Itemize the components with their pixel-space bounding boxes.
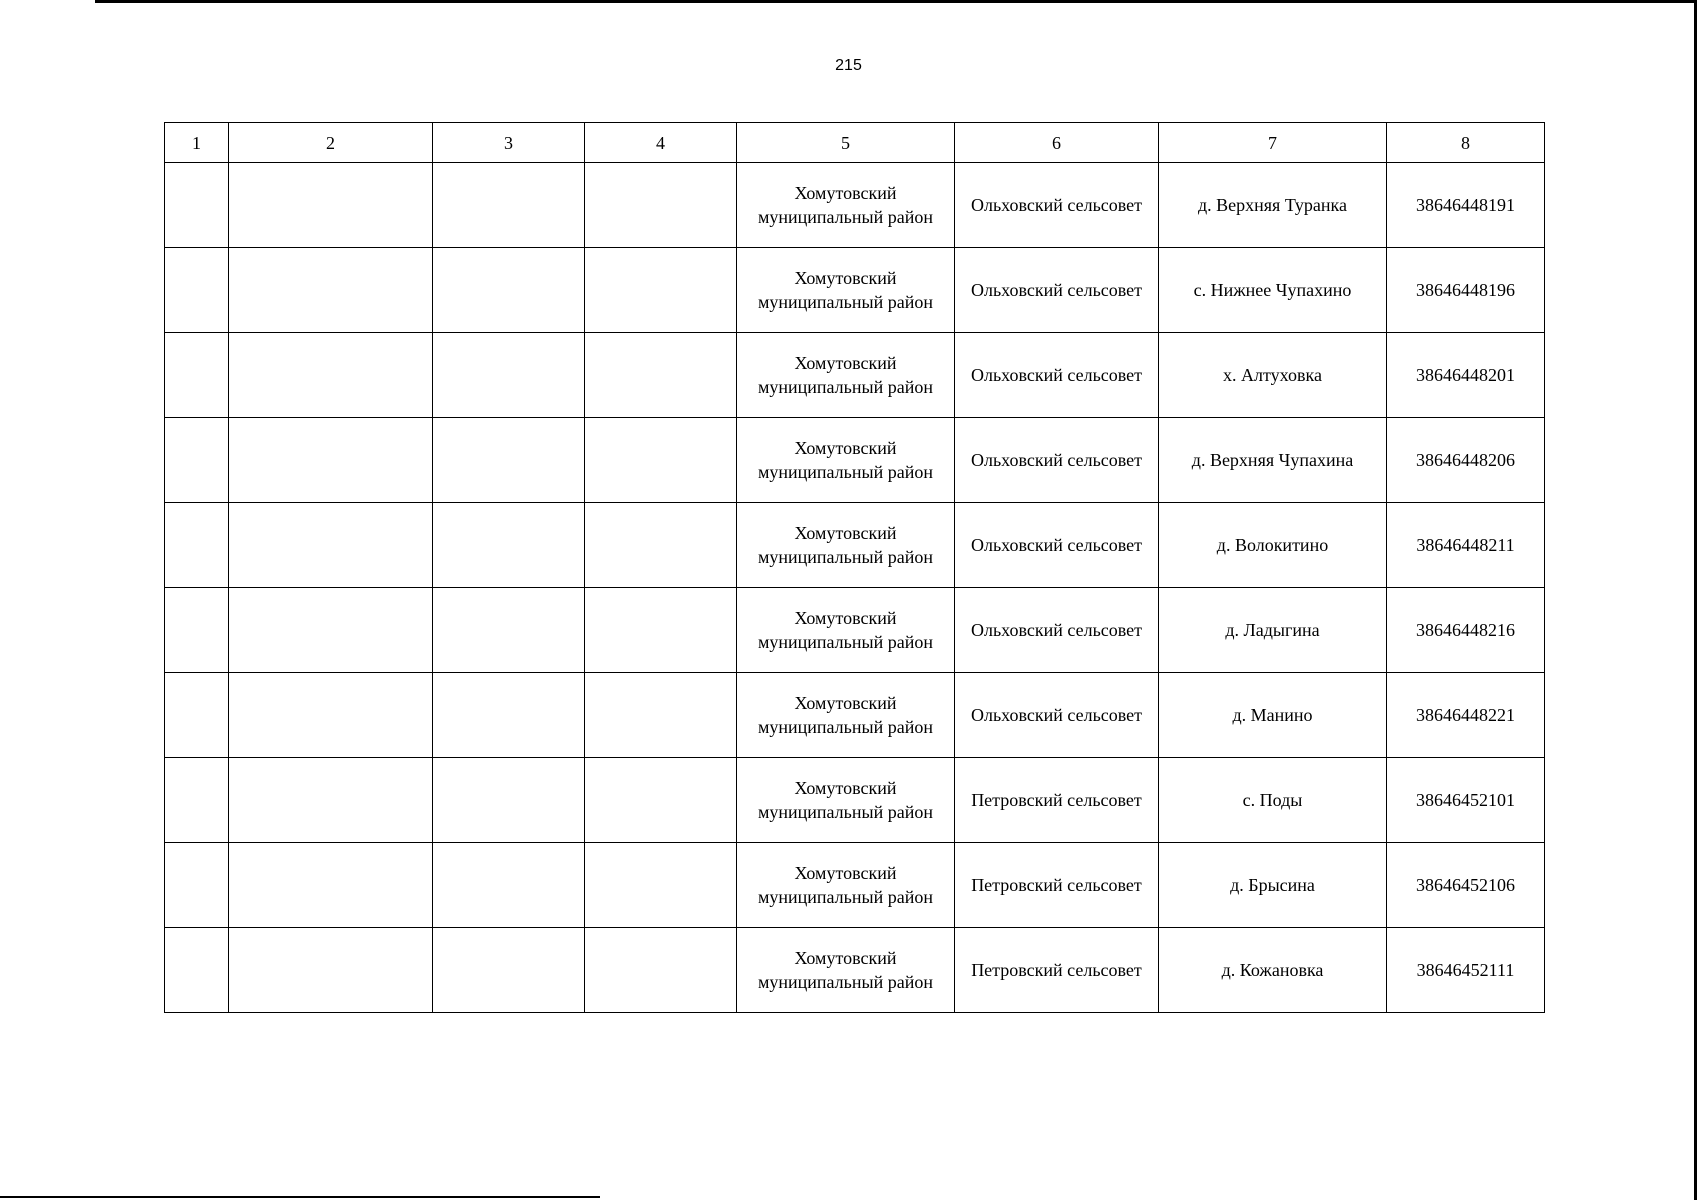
cell-municipal-district: [737, 248, 955, 333]
cell-col-3: [433, 418, 585, 503]
cell-col-1: [165, 503, 229, 588]
cell-municipal-district: [737, 588, 955, 673]
district-name: Хомутовский: [794, 523, 897, 543]
cell-col-3: [433, 333, 585, 418]
cell-col-2: [229, 843, 433, 928]
cell-col-3: [433, 673, 585, 758]
district-type: муниципальный район: [757, 207, 933, 227]
cell-village-council: Ольховский сельсовет: [955, 503, 1159, 588]
cell-settlement: х. Алтуховка: [1159, 333, 1387, 418]
district-type: муниципальный район: [757, 547, 933, 567]
column-header: 4: [585, 123, 737, 163]
district-name: Хомутовский: [794, 353, 897, 373]
cell-col-2: [229, 758, 433, 843]
cell-col-1: [165, 333, 229, 418]
registry-table: [164, 122, 1545, 1013]
district-type: муниципальный район: [757, 887, 933, 907]
cell-village-council: Петровский сельсовет: [955, 758, 1159, 843]
cell-oktmo-code: 38646448211: [1387, 503, 1545, 588]
district-name: Хомутовский: [794, 863, 897, 883]
cell-village-council: Ольховский сельсовет: [955, 248, 1159, 333]
cell-settlement: д. Ладыгина: [1159, 588, 1387, 673]
cell-col-4: [585, 588, 737, 673]
cell-village-council: Ольховский сельсовет: [955, 588, 1159, 673]
cell-oktmo-code: 38646448221: [1387, 673, 1545, 758]
district-name: Хомутовский: [794, 268, 897, 288]
cell-oktmo-code: 38646452111: [1387, 928, 1545, 1013]
table-row: [165, 163, 1545, 248]
cell-settlement: д. Верхняя Чупахина: [1159, 418, 1387, 503]
cell-settlement: д. Брысина: [1159, 843, 1387, 928]
cell-village-council: Петровский сельсовет: [955, 928, 1159, 1013]
cell-oktmo-code: 38646448191: [1387, 163, 1545, 248]
cell-oktmo-code: 38646448196: [1387, 248, 1545, 333]
district-type: муниципальный район: [757, 717, 933, 737]
cell-col-2: [229, 333, 433, 418]
column-header: 5: [737, 123, 955, 163]
cell-col-1: [165, 843, 229, 928]
cell-village-council: Петровский сельсовет: [955, 843, 1159, 928]
cell-oktmo-code: 38646452101: [1387, 758, 1545, 843]
cell-col-1: [165, 928, 229, 1013]
cell-col-3: [433, 758, 585, 843]
cell-oktmo-code: 38646448206: [1387, 418, 1545, 503]
district-type: муниципальный район: [757, 632, 933, 652]
cell-col-4: [585, 843, 737, 928]
page-number: 215: [835, 57, 862, 74]
cell-municipal-district: [737, 843, 955, 928]
district-type: муниципальный район: [757, 292, 933, 312]
table-row: [165, 928, 1545, 1013]
header-row: [165, 123, 1545, 163]
cell-col-4: [585, 928, 737, 1013]
cell-col-1: [165, 758, 229, 843]
cell-col-3: [433, 248, 585, 333]
cell-col-3: [433, 163, 585, 248]
cell-col-3: [433, 588, 585, 673]
cell-municipal-district: [737, 418, 955, 503]
cell-col-4: [585, 418, 737, 503]
table-row: [165, 503, 1545, 588]
district-name: Хомутовский: [794, 438, 897, 458]
cell-col-3: [433, 503, 585, 588]
cell-col-4: [585, 503, 737, 588]
cell-settlement: с. Нижнее Чупахино: [1159, 248, 1387, 333]
cell-village-council: Ольховский сельсовет: [955, 418, 1159, 503]
cell-col-4: [585, 758, 737, 843]
district-type: муниципальный район: [757, 462, 933, 482]
table-row: [165, 758, 1545, 843]
table-row: [165, 588, 1545, 673]
district-type: муниципальный район: [757, 802, 933, 822]
cell-col-4: [585, 163, 737, 248]
table-row: [165, 248, 1545, 333]
cell-col-2: [229, 248, 433, 333]
scan-border-bottom: [0, 1196, 600, 1198]
cell-col-1: [165, 163, 229, 248]
scan-border-top: [95, 0, 1697, 3]
cell-col-1: [165, 673, 229, 758]
column-header: 1: [165, 123, 229, 163]
cell-col-4: [585, 248, 737, 333]
district-name: Хомутовский: [794, 183, 897, 203]
cell-village-council: Ольховский сельсовет: [955, 333, 1159, 418]
cell-col-1: [165, 588, 229, 673]
cell-settlement: с. Поды: [1159, 758, 1387, 843]
cell-col-2: [229, 673, 433, 758]
cell-settlement: д. Верхняя Туранка: [1159, 163, 1387, 248]
column-header: 3: [433, 123, 585, 163]
district-name: Хомутовский: [794, 948, 897, 968]
cell-col-4: [585, 333, 737, 418]
cell-municipal-district: [737, 673, 955, 758]
cell-col-2: [229, 588, 433, 673]
cell-col-1: [165, 418, 229, 503]
table-row: [165, 418, 1545, 503]
cell-col-2: [229, 418, 433, 503]
cell-col-3: [433, 928, 585, 1013]
cell-village-council: Ольховский сельсовет: [955, 163, 1159, 248]
cell-col-3: [433, 843, 585, 928]
cell-oktmo-code: 38646448201: [1387, 333, 1545, 418]
district-name: Хомутовский: [794, 608, 897, 628]
table-row: [165, 333, 1545, 418]
cell-settlement: д. Кожановка: [1159, 928, 1387, 1013]
cell-col-4: [585, 673, 737, 758]
column-header: 2: [229, 123, 433, 163]
table-row: [165, 673, 1545, 758]
table-row: [165, 843, 1545, 928]
cell-municipal-district: [737, 163, 955, 248]
district-name: Хомутовский: [794, 778, 897, 798]
district-type: муниципальный район: [757, 972, 933, 992]
cell-settlement: д. Манино: [1159, 673, 1387, 758]
column-header: 7: [1159, 123, 1387, 163]
cell-col-1: [165, 248, 229, 333]
cell-municipal-district: [737, 503, 955, 588]
column-header: 8: [1387, 123, 1545, 163]
cell-settlement: д. Волокитино: [1159, 503, 1387, 588]
district-name: Хомутовский: [794, 693, 897, 713]
column-header: 6: [955, 123, 1159, 163]
district-type: муниципальный район: [757, 377, 933, 397]
cell-oktmo-code: 38646448216: [1387, 588, 1545, 673]
cell-municipal-district: [737, 333, 955, 418]
cell-village-council: Ольховский сельсовет: [955, 673, 1159, 758]
cell-municipal-district: [737, 758, 955, 843]
cell-col-2: [229, 503, 433, 588]
cell-municipal-district: [737, 928, 955, 1013]
cell-col-2: [229, 163, 433, 248]
cell-oktmo-code: 38646452106: [1387, 843, 1545, 928]
cell-col-2: [229, 928, 433, 1013]
